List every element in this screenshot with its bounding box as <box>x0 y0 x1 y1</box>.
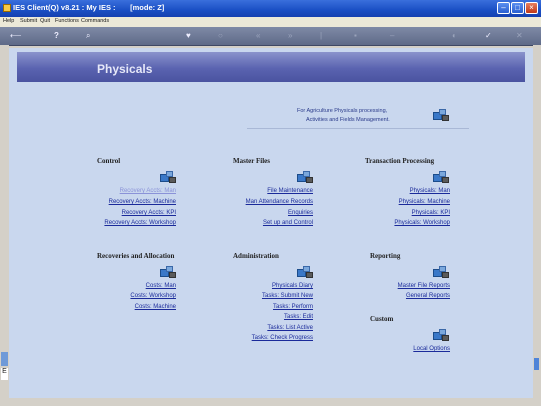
custom-heading: Custom <box>370 315 394 323</box>
link-tasks-submit-new[interactable]: Tasks: Submit New <box>261 293 313 299</box>
menu-functions[interactable]: Functions <box>55 18 79 24</box>
window-titlebar <box>0 0 541 17</box>
link-physicals-workshop[interactable]: Physicals: Workshop <box>394 220 450 226</box>
recoveries-heading: Recoveries and Allocation <box>97 252 175 260</box>
menu-quit[interactable]: Quit <box>40 18 51 24</box>
link-recovery-accts-machine[interactable]: Recovery Accts: Machine <box>108 199 176 205</box>
link-physicals-diary[interactable]: Physicals Diary <box>271 283 313 289</box>
reporting-heading: Reporting <box>370 252 401 260</box>
side-strip <box>1 352 8 366</box>
administration-icon[interactable] <box>297 266 313 278</box>
link-file-maintenance[interactable]: File Maintenance <box>267 188 313 194</box>
help-icon[interactable]: ? <box>54 31 59 40</box>
forward-icon[interactable]: » <box>288 31 293 40</box>
link-set-up-and-control[interactable]: Set up and Control <box>262 220 313 226</box>
info-line-1: For Agriculture Physicals processing, <box>297 108 388 114</box>
toolbar <box>0 27 541 46</box>
options-icon[interactable]: ◐ <box>452 31 457 40</box>
transaction-processing-heading: Transaction Processing <box>365 157 435 165</box>
menu-help[interactable]: Help <box>3 18 15 24</box>
info-line-2: Activities and Fields Management. <box>306 117 390 123</box>
control-icon[interactable] <box>160 171 176 183</box>
custom-icon[interactable] <box>433 329 449 341</box>
link-costs-man[interactable]: Costs: Man <box>145 283 176 289</box>
link-recovery-accts-workshop[interactable]: Recovery Accts: Workshop <box>104 220 176 226</box>
main-content <box>9 48 533 398</box>
link-local-options[interactable]: Local Options <box>413 346 450 352</box>
cancel-icon[interactable]: ✕ <box>516 31 523 40</box>
link-recovery-accts-kpi[interactable]: Recovery Accts: KPI <box>121 210 176 216</box>
close-button[interactable]: × <box>525 2 538 14</box>
page-title: Physicals <box>97 62 153 76</box>
page-banner <box>17 52 525 82</box>
link-physicals-kpi[interactable]: Physicals: KPI <box>411 210 450 216</box>
administration-heading: Administration <box>233 252 279 260</box>
link-tasks-check-progress[interactable]: Tasks: Check Progress <box>251 335 313 341</box>
menu-submit[interactable]: Submit <box>20 18 38 24</box>
maximize-button[interactable]: □ <box>511 2 524 14</box>
new-icon[interactable]: | <box>320 31 323 40</box>
app-icon <box>3 4 11 12</box>
save-icon[interactable]: ▪ <box>354 31 357 40</box>
control-heading: Control <box>97 157 121 165</box>
link-physicals-machine[interactable]: Physicals: Machine <box>398 199 450 205</box>
menu-bar <box>0 17 541 27</box>
heart-icon[interactable]: ♥ <box>186 31 191 40</box>
window-title: IES Client(Q) v8.21 : My IES : [mode: Z] <box>13 3 165 12</box>
search-icon[interactable]: ⌕ <box>86 31 91 40</box>
menu-commands[interactable]: Commands <box>81 18 110 24</box>
refresh-icon[interactable]: ○ <box>218 31 223 40</box>
divider <box>247 128 469 129</box>
link-recovery-accts-man[interactable]: Recovery Accts: Man <box>119 188 176 194</box>
reporting-icon[interactable] <box>433 266 449 278</box>
back-icon[interactable]: « <box>256 31 261 40</box>
physicals-icon[interactable] <box>433 109 449 121</box>
link-master-file-reports[interactable]: Master File Reports <box>397 283 450 289</box>
link-general-reports[interactable]: General Reports <box>405 293 450 299</box>
link-costs-machine[interactable]: Costs: Machine <box>134 304 176 310</box>
right-marker <box>534 358 539 370</box>
link-physicals-man[interactable]: Physicals: Man <box>409 188 450 194</box>
delete-icon[interactable]: – <box>390 31 395 40</box>
minimize-button[interactable]: – <box>497 2 510 14</box>
link-enquiries[interactable]: Enquiries <box>287 210 313 216</box>
transaction-processing-icon[interactable] <box>433 171 449 183</box>
ok-icon[interactable]: ✓ <box>485 31 492 40</box>
link-tasks-perform[interactable]: Tasks: Perform <box>272 304 313 310</box>
link-costs-workshop[interactable]: Costs: Workshop <box>130 293 176 299</box>
link-tasks-edit[interactable]: Tasks: Edit <box>283 314 313 320</box>
master-files-icon[interactable] <box>297 171 313 183</box>
side-marker: E <box>1 368 8 380</box>
link-man-attendance-records[interactable]: Man Attendance Records <box>245 199 313 205</box>
exit-icon[interactable]: ⟵ <box>10 31 22 40</box>
link-tasks-list-active[interactable]: Tasks: List Active <box>267 325 313 331</box>
master-files-heading: Master Files <box>233 157 270 165</box>
recoveries-icon[interactable] <box>160 266 176 278</box>
right-sidebar <box>533 45 541 406</box>
